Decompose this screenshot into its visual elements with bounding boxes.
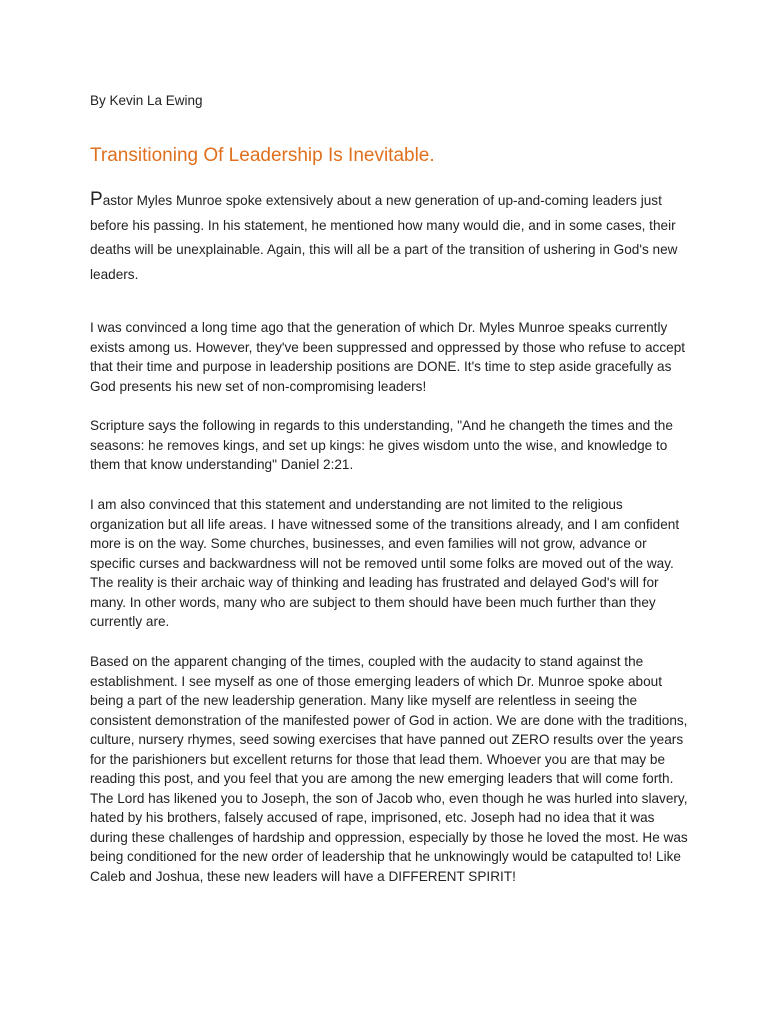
- paragraph-4: I am also convinced that this statement and understanding are not limited to the religious organization but all life areas. I have witnessed some of the transitions already, and I am confident more is on the way. Some churches, businesses, and even families will not grow, advance or specific curses and backwardness will not be removed until some folks are moved out of the way. The reality is their archaic way of thinking and leading has frustrated and delayed God's will for many. In other words, many who are subject to them should have been much further than they currently are.: [90, 497, 680, 629]
- paragraph-5: Based on the apparent changing of the times, coupled with the audacity to stand against the establishment. I see myself as one of those emerging leaders of which Dr. Munroe spoke about being a part of the new leadership generation. Many like myself are relentless in seeing the consistent demonstration of the manifested power of God in action. We are done with the traditions, culture, nursery rhymes, seed sowing exercises that have panned out ZERO results over the years for the parishioners but excellent returns for those that lead them. Whoever you are that may be reading this post, and you feel that you are among the new emerging leaders that will come forth. The Lord has likened you to Joseph, the son of Jacob who, even though he was hurled into slavery, hated by his brothers, falsely accused of rape, imprisoned, etc. Joseph had no idea that it was during these challenges of hardship and oppression, especially by those he loved the most. He was being conditioned for the new order of leadership that he unknowingly would be catapulted to! Like Caleb and Joshua, these new leaders will have a DIFFERENT SPIRIT!: [90, 654, 688, 884]
- paragraph-3: Scripture says the following in regards to this understanding, "And he changeth the times and the seasons: he removes kings, and set up kings: he gives wisdom unto the wise, and knowledge to them that know understanding" Daniel 2:21.: [90, 418, 673, 472]
- article-title: Transitioning Of Leadership Is Inevitable.: [90, 145, 435, 166]
- paragraph-2: I was convinced a long time ago that the generation of which Dr. Myles Munroe speaks currently exists among us. However, they've been suppressed and oppressed by those who refuse to accept that their time and purpose in leadership positions are DONE. It's time to step aside gracefully as God presents his new set of non-compromising leaders!: [90, 320, 686, 394]
- byline: By Kevin La Ewing: [90, 93, 203, 108]
- drop-cap: P: [90, 189, 103, 210]
- paragraph-1: [90, 188, 690, 287]
- paragraph-1-text: astor Myles Munroe spoke extensively about a new generation of up-and-coming leaders just before his passing. In his statement, he mentioned how many would die, and in some cases, their deaths will be unexplainable. Again, this will all be a part of the transition of ushering in God's new leaders.: [90, 193, 678, 282]
